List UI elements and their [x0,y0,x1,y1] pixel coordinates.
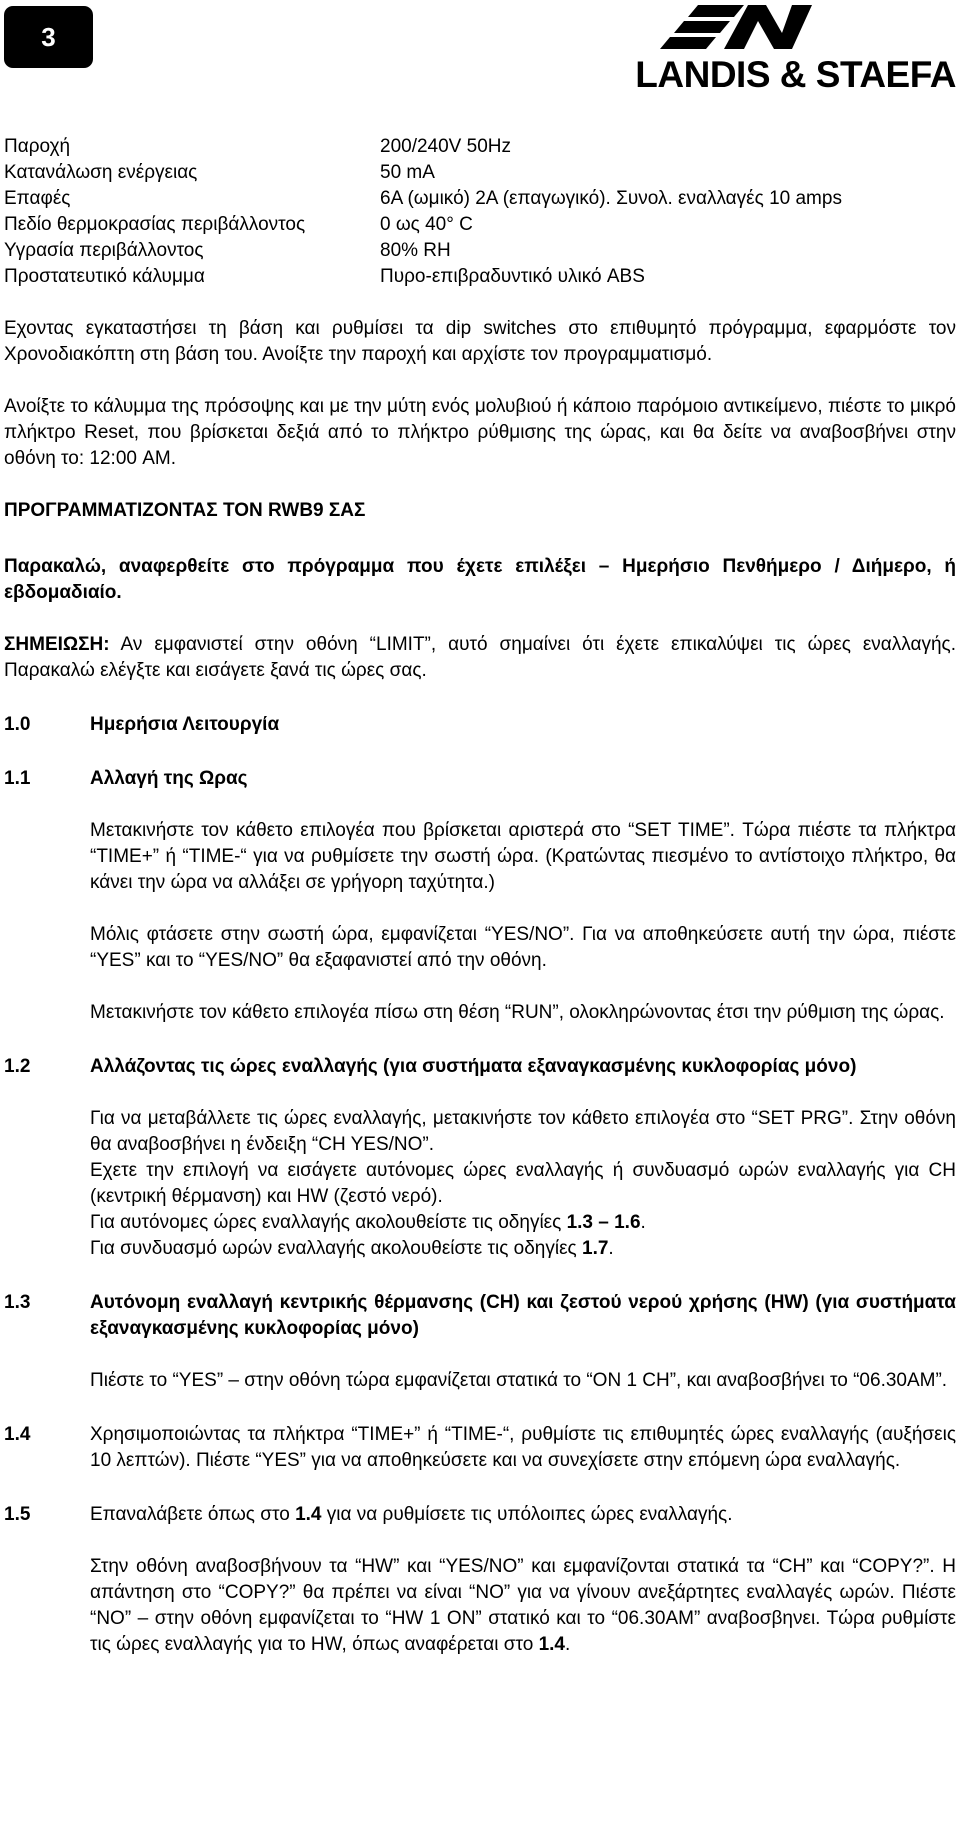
table-row [4,160,842,186]
spec-value: 6A (ωμικό) 2A (επαγωγικό). Συνολ. εναλλαγές 10 amps [380,188,842,209]
specifications-table [4,134,842,290]
spec-label: Προστατευτικό κάλυμμα [4,266,205,287]
spec-value: 80% RH [380,240,451,261]
section-number: 1.4 [4,1424,31,1445]
table-row [4,186,842,212]
section-title: Αλλάζοντας τις ώρες εναλλαγής (για συστήματα εξαναγκασμένης κυκλοφορίας μόνο) [90,1056,857,1077]
section-1-3-heading [4,1290,956,1342]
section-paragraph: Για να μεταβάλλετε τις ώρες εναλλαγής, μετακινήστε τον κάθετο επιλογέα στο “SET PRG”. Στην οθόνη θα αναβοσβήνει η ένδειξη “CH YES/NO”. [90,1108,956,1155]
section-paragraph: Μόλις φτάσετε στην σωστή ώρα, εμφανίζεται “YES/NO”. Για να αποθηκεύσετε αυτή την ώρα, πιέστε “YES” και το “YES/NO” θα εξαφανιστεί από την οθόνη. [90,924,956,971]
section-paragraph [90,1554,956,1658]
section-number: 1.1 [4,768,31,789]
intro-paragraph: Εχοντας εγκαταστήσει τη βάση και ρυθμίσει τα dip switches στο επιθυμητό πρόγραμμα, εφαρμόστε τον Χρονοδιακόπτη στη βάση του. Ανοίξτε την παροχή και αρχίστε τον προγραμματισμό. [4,318,956,365]
section-title: Αλλαγή της Ωρας [90,768,248,789]
section-paragraph [90,1210,956,1236]
text-run: Στην οθόνη αναβοσβήνουν τα “HW” και “YES/NO” και εμφανίζονται στατικά τα “CH” και “COPY?”. Η απάντηση στο “COPY?” θα πρέπει να είναι “NO” για να γίνουν ανεξάρτητες εναλλαγές ωρών. Πιέστε “NO” – στην οθόνη εμφανίζεται το “HW 1 ON” στατικό και το “06.30AM” αναβοσβηνει. Τώρα ρυθμίστε τις ώρες εναλλαγής για το HW, όπως αναφέρεται στο [90,1556,956,1655]
landis-staefa-logo [616,3,956,95]
section-1-4 [4,1422,956,1474]
table-row [4,212,842,238]
spec-value: 200/240V 50Hz [380,136,511,157]
logo-text: LANDIS & STAEFA [635,54,956,95]
section-paragraph: Εχετε την επιλογή να εισάγετε αυτόνομες ώρες εναλλαγής ή συνδυασμό ωρών εναλλαγής για CH (κεντρική θέρμανση) και HW (ζεστό νερό). [90,1160,956,1207]
section-1-2-body [90,1106,956,1262]
limit-note [4,632,956,684]
text-run: . [565,1634,571,1655]
section-paragraph: Πιέστε το “YES” – στην οθόνη τώρα εμφανίζεται στατικά το “ON 1 CH”, και αναβοσβήνει το “06.30AM”. [90,1370,948,1391]
section-title: Ημερήσια Λειτουργία [90,714,280,735]
section-1-5-body [90,1554,956,1658]
program-note: Παρακαλώ, αναφερθείτε στο πρόγραμμα που έχετε επιλέξει – Ημερήσιο Πενθήμερο / Διήμερο, ή εβδομαδιαίο. [4,556,956,603]
instruction-ref: 1.4 [295,1504,322,1525]
section-1-2-heading [4,1054,956,1080]
table-row [4,238,842,264]
section-title: Αυτόνομη εναλλαγή κεντρικής θέρμανσης (CH) και ζεστού νερού χρήσης (HW) (για συστήματα εξαναγκασμένης κυκλοφορίας μόνο) [90,1292,956,1339]
section-paragraph [90,1236,956,1262]
spec-label: Πεδίο θερμοκρασίας περιβάλλοντος [4,214,306,235]
note-text: Αν εμφανιστεί στην οθόνη “LIMIT”, αυτό σημαίνει ότι έχετε επικαλύψει τις ώρες εναλλαγής. Παρακαλώ ελέγξτε και εισάγετε ξανά τις ώρες σας. [4,634,956,681]
text-run: . [640,1212,646,1233]
section-number: 1.3 [4,1292,31,1313]
section-1-5 [4,1502,956,1528]
spec-value: Πυρο-επιβραδυντικό υλικό ABS [380,266,645,287]
instruction-ref: 1.4 [538,1634,565,1655]
table-row [4,264,842,290]
spec-label: Επαφές [4,188,71,209]
note-label: ΣΗΜΕΙΩΣΗ: [4,634,110,655]
section-text: Χρησιμοποιώντας τα πλήκτρα “TIME+” ή “TIME-“, ρυθμίστε τις επιθυμητές ώρες εναλλαγής (αυξήσεις 10 λεπτών). Πιέστε “YES” για να αποθηκεύσετε και να συνεχίσετε στην επόμενη ώρα εναλλαγής. [90,1424,956,1471]
spec-label: Κατανάλωση ενέργειας [4,162,198,183]
section-paragraph: Μετακινήστε τον κάθετο επιλογέα πίσω στη θέση “RUN”, ολοκληρώνοντας έτσι την ρύθμιση της ώρας. [90,1002,945,1023]
instruction-ref: 1.7 [582,1238,609,1259]
section-1-0-heading [4,712,956,738]
section-text [90,1502,956,1528]
programming-heading: ΠΡΟΓΡΑΜΜΑΤΙΖΟΝΤΑΣ ΤΟΝ RWB9 ΣΑΣ [4,500,366,521]
spec-value: 50 mA [380,162,435,183]
spec-label: Υγρασία περιβάλλοντος [4,240,204,261]
spec-label: Παροχή [4,136,71,157]
reset-paragraph: Ανοίξτε το κάλυμμα της πρόσοψης και με την μύτη ενός μολυβιού ή κάποιο παρόμοιο αντικείμενο, πιέστε το μικρό πλήκτρο Reset, που βρίσκεται δεξιά από το πλήκτρο ρύθμισης της ώρας, και θα δείτε να αναβοσβήνει στην οθόνη το: 12:00 AM. [4,396,956,469]
table-row [4,134,842,160]
section-number: 1.2 [4,1056,31,1077]
page-number-badge [4,6,93,68]
section-paragraph: Μετακινήστε τον κάθετο επιλογέα που βρίσκεται αριστερά στο “SET TIME”. Τώρα πιέστε τα πλήκτρα “TIME+” ή “TIME-“ για να ρυθμίσετε την σωστή ώρα. (Κρατώντας πιεσμένο το αντίστοιχο πλήκτρο, θα κάνει την ώρα να αλλάξει σε γρήγορη ταχύτητα.) [90,820,956,893]
document-body [4,134,956,1658]
text-run: . [608,1238,614,1259]
text-run: Επαναλάβετε όπως στο [90,1504,296,1525]
text-run: για να ρυθμίσετε τις υπόλοιπες ώρες εναλλαγής. [321,1504,733,1525]
section-number: 1.5 [4,1504,31,1525]
section-1-3-body [90,1368,956,1394]
section-number: 1.0 [4,714,31,735]
logo-emblem-icon [616,3,956,51]
section-1-1-heading [4,766,956,792]
section-1-1-body [90,818,956,1026]
text-run: Για συνδυασμό ωρών εναλλαγής ακολουθείστε τις οδηγίες [90,1238,582,1259]
text-run: Για αυτόνομες ώρες εναλλαγής ακολουθείστε τις οδηγίες [90,1212,567,1233]
spec-value: 0 ως 40° C [380,214,473,235]
page-number: 3 [41,21,56,52]
instruction-ref: 1.3 – 1.6 [566,1212,641,1233]
